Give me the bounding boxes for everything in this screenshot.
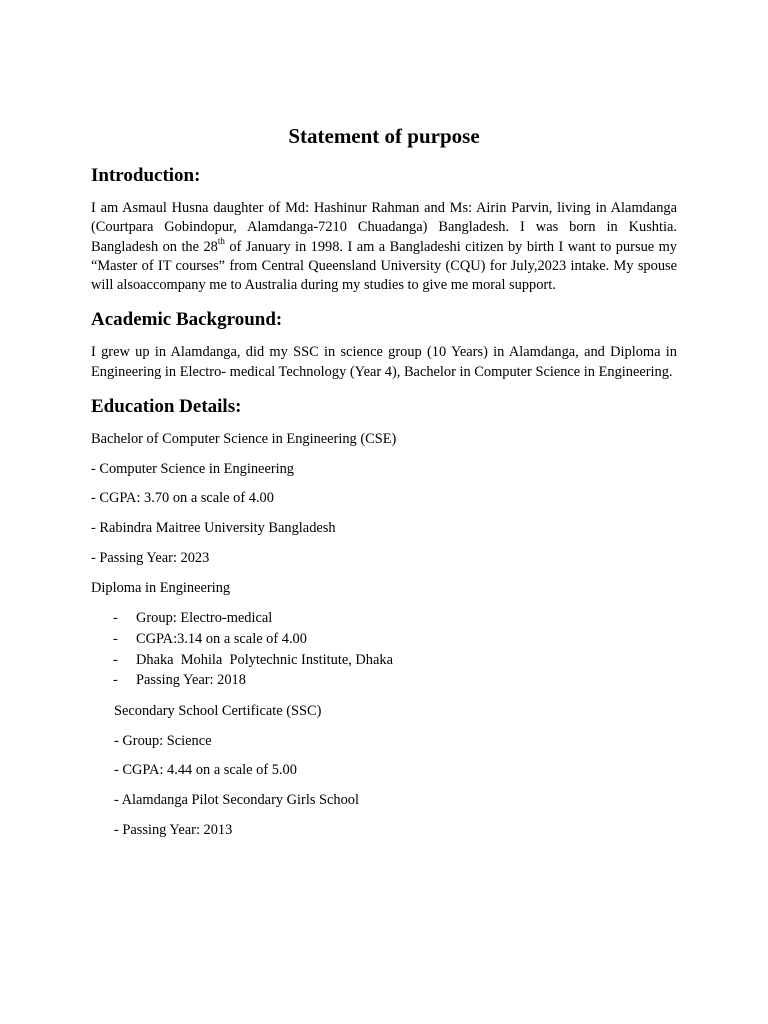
ssc-item: - Alamdanga Pilot Secondary Girls School	[114, 792, 360, 809]
introduction-text-part2: of January in 1998. I am a Bangladeshi citizen by birth I want to pursue my “Master of IT courses” from Central Queensland University (CQU) for July,2023 intake. My spouse will alsoaccompany me to Australia during my studies to give me moral support.	[91, 238, 677, 294]
ssc-item: - Passing Year: 2013	[114, 821, 233, 838]
document-title: Statement of purpose	[288, 124, 480, 148]
diploma-item	[91, 650, 677, 671]
academic-heading: Academic Background:	[91, 309, 283, 331]
bachelor-item: - Rabindra Maitree University Bangladesh	[91, 520, 336, 537]
diploma-list	[91, 608, 677, 691]
introduction-heading: Introduction:	[91, 165, 201, 186]
ssc-item: - Group: Science	[114, 732, 212, 749]
bachelor-item: - Computer Science in Engineering	[91, 460, 295, 477]
diploma-item	[91, 670, 677, 691]
dash-bullet: -	[113, 651, 118, 668]
diploma-item	[91, 608, 677, 629]
introduction-text-part1: I am Asmaul Husna daughter of Md: Hashinur Rahman and Ms: Airin Parvin, living in Alamdanga (Courtpara Gobindopur, Alamdanga-7210 Chuadanga) Bangladesh. I was born in Kushtia. Bangladesh on the 28	[91, 200, 677, 255]
introduction-paragraph	[91, 199, 677, 295]
diploma-item	[91, 629, 677, 650]
dash-bullet: -	[113, 630, 118, 647]
bachelor-item: - Passing Year: 2023	[91, 549, 210, 566]
academic-paragraph: I grew up in Alamdanga, did my SSC in science group (10 Years) in Alamdanga, and Diploma in Engineering in Electro- medical Technology (Year 4), Bachelor in Computer Science in Engineering.	[91, 344, 677, 380]
document-body	[91, 121, 677, 850]
diploma-item-text: Passing Year: 2018	[136, 672, 246, 689]
ssc-item: - CGPA: 4.44 on a scale of 5.00	[114, 762, 297, 779]
diploma-item-text: Dhaka Mohila Polytechnic Institute, Dhaka	[136, 651, 393, 668]
bachelor-item: - CGPA: 3.70 on a scale of 4.00	[91, 490, 274, 507]
dash-bullet: -	[113, 672, 118, 689]
diploma-title: Diploma in Engineering	[91, 579, 231, 596]
diploma-item-text: CGPA:3.14 on a scale of 4.00	[136, 630, 307, 647]
introduction-superscript: th	[217, 235, 225, 246]
diploma-item-text: Group: Electro-medical	[136, 610, 273, 627]
ssc-title: Secondary School Certificate (SSC)	[114, 703, 322, 720]
bachelor-title: Bachelor of Computer Science in Engineering (CSE)	[91, 431, 397, 448]
dash-bullet: -	[113, 610, 118, 627]
education-heading: Education Details:	[91, 396, 242, 418]
